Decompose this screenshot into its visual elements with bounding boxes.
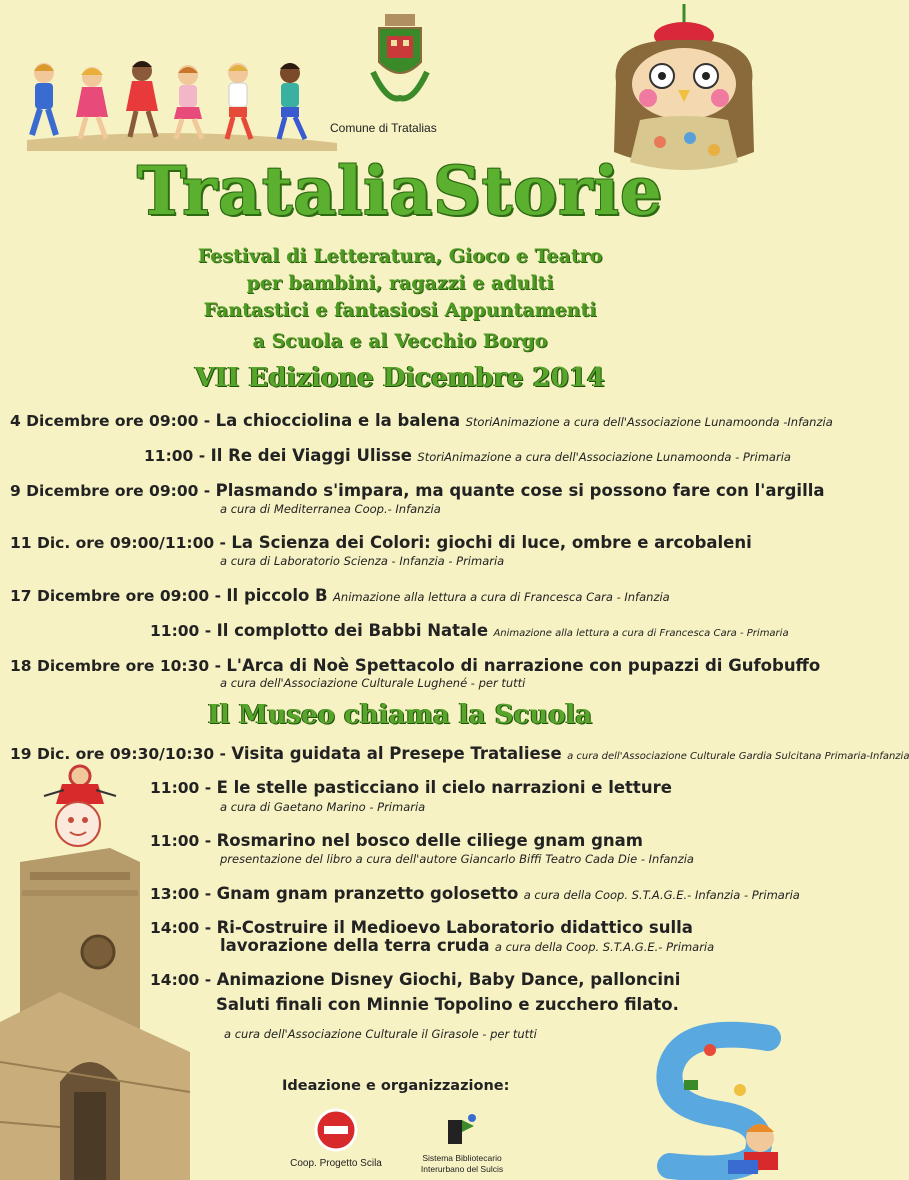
event-row xyxy=(150,621,789,640)
event-info: Animazione alla lettura a cura di Francesca Cara - Infanzia xyxy=(333,590,670,604)
org2-label-2: Interurbano del Sulcis xyxy=(420,1164,504,1174)
event-time: 9 Dicembre ore 09:00 - xyxy=(10,482,211,500)
event-row xyxy=(150,884,800,903)
event-row xyxy=(10,411,833,430)
comune-label: Comune di Tratalias xyxy=(330,121,437,135)
event-title: Visita guidata al Presepe Trataliese xyxy=(231,744,562,763)
event-title-continued: Saluti finali con Minnie Topolino e zucchero filato. xyxy=(216,995,679,1014)
org2-label-1: Sistema Bibliotecario xyxy=(422,1153,502,1163)
subtitle-line-1: Festival di Letteratura, Gioco e Teatro xyxy=(197,245,603,267)
event-row xyxy=(10,744,909,763)
church-illustration xyxy=(0,842,192,1180)
event-note: a cura di Laboratorio Scienza - Infanzia - Primaria xyxy=(220,554,505,568)
event-row-continued xyxy=(216,995,679,1014)
event-info: a cura della Coop. S.T.A.G.E.- Infanzia - Primaria xyxy=(523,888,800,902)
event-row xyxy=(144,446,791,465)
event-note: a cura dell'Associazione Culturale il Girasole - per tutti xyxy=(224,1027,537,1041)
event-title: Animazione Disney Giochi, Baby Dance, palloncini xyxy=(216,970,681,989)
subtitle-line-3: Fantastici e fantasiosi Appuntamenti xyxy=(203,299,597,321)
event-info: a cura dell'Associazione Culturale Gardia Sulcitana Primaria-Infanzia xyxy=(567,751,909,762)
festival-title: TrataliaStorie xyxy=(136,152,663,230)
event-row xyxy=(150,918,693,937)
event-note: a cura dell'Associazione Culturale Lughené - per tutti xyxy=(220,676,526,690)
event-title: Rosmarino nel bosco delle ciliege gnam gnam xyxy=(216,831,643,850)
progetto-scila-logo xyxy=(312,1108,362,1152)
event-note: a cura di Mediterranea Coop.- Infanzia xyxy=(220,502,441,516)
event-info: StoriAnimazione a cura dell'Associazione Lunamoonda -Infanzia xyxy=(465,415,833,429)
org1-label: Coop. Progetto Scila xyxy=(290,1158,382,1169)
event-title: Il Re dei Viaggi Ulisse xyxy=(210,446,412,465)
event-row xyxy=(10,481,825,500)
sistema-bibliotecario-logo xyxy=(440,1112,480,1152)
event-title-continued: lavorazione della terra cruda xyxy=(220,936,490,955)
event-time: 14:00 - xyxy=(150,919,212,937)
event-row xyxy=(150,778,672,797)
coat-of-arms-logo xyxy=(367,12,433,108)
event-title: L'Arca di Noè Spettacolo di narrazione con pupazzi di Gufobuffo xyxy=(226,656,821,675)
event-row xyxy=(150,970,680,989)
museo-heading: Il Museo chiama la Scuola xyxy=(207,700,593,730)
event-info: StoriAnimazione a cura dell'Associazione Lunamoonda - Primaria xyxy=(417,450,791,464)
event-title: Ri-Costruire il Medioevo Laboratorio didattico sulla xyxy=(216,918,693,937)
event-time: 11:00 - xyxy=(150,832,212,850)
ideazione-label: Ideazione e organizzazione: xyxy=(282,1078,510,1094)
puppet-illustration xyxy=(40,762,120,846)
event-row xyxy=(150,831,643,850)
event-title: E le stelle pasticciano il cielo narrazioni e letture xyxy=(216,778,672,797)
event-note: a cura di Gaetano Marino - Primaria xyxy=(220,800,426,814)
event-row xyxy=(10,533,752,552)
event-title: La Scienza dei Colori: giochi di luce, ombre e arcobaleni xyxy=(231,533,752,552)
children-illustration xyxy=(22,55,342,155)
edition-heading: VII Edizione Dicembre 2014 xyxy=(194,363,606,393)
book-s-illustration xyxy=(640,1020,798,1178)
event-title: Gnam gnam pranzetto golosetto xyxy=(216,884,519,903)
event-time: 18 Dicembre ore 10:30 - xyxy=(10,657,222,675)
event-time: 13:00 - xyxy=(150,885,212,903)
event-time: 14:00 - xyxy=(150,971,212,989)
event-row xyxy=(10,656,820,675)
event-time: 11 Dic. ore 09:00/11:00 - xyxy=(10,534,226,552)
event-title: Plasmando s'impara, ma quante cose si possono fare con l'argilla xyxy=(215,481,825,500)
event-info: a cura della Coop. S.T.A.G.E.- Primaria xyxy=(494,940,715,954)
subtitle-line-4: a Scuola e al Vecchio Borgo xyxy=(252,330,548,352)
event-time: 11:00 - xyxy=(144,447,206,465)
event-title: La chiocciolina e la balena xyxy=(215,411,461,430)
event-time: 11:00 - xyxy=(150,779,212,797)
event-time: 19 Dic. ore 09:30/10:30 - xyxy=(10,745,226,763)
event-title: Il complotto dei Babbi Natale xyxy=(216,621,489,640)
event-time: 11:00 - xyxy=(150,622,212,640)
event-time: 4 Dicembre ore 09:00 - xyxy=(10,412,211,430)
event-info: Animazione alla lettura a cura di Francesca Cara - Primaria xyxy=(493,628,789,639)
event-row xyxy=(10,586,670,605)
event-row-continued xyxy=(220,936,714,955)
subtitle-line-2: per bambini, ragazzi e adulti xyxy=(246,272,554,294)
event-time: 17 Dicembre ore 09:00 - xyxy=(10,587,222,605)
event-note: presentazione del libro a cura dell'autore Giancarlo Biffi Teatro Cada Die - Infanzia xyxy=(220,852,694,866)
event-title: Il piccolo B xyxy=(226,586,328,605)
